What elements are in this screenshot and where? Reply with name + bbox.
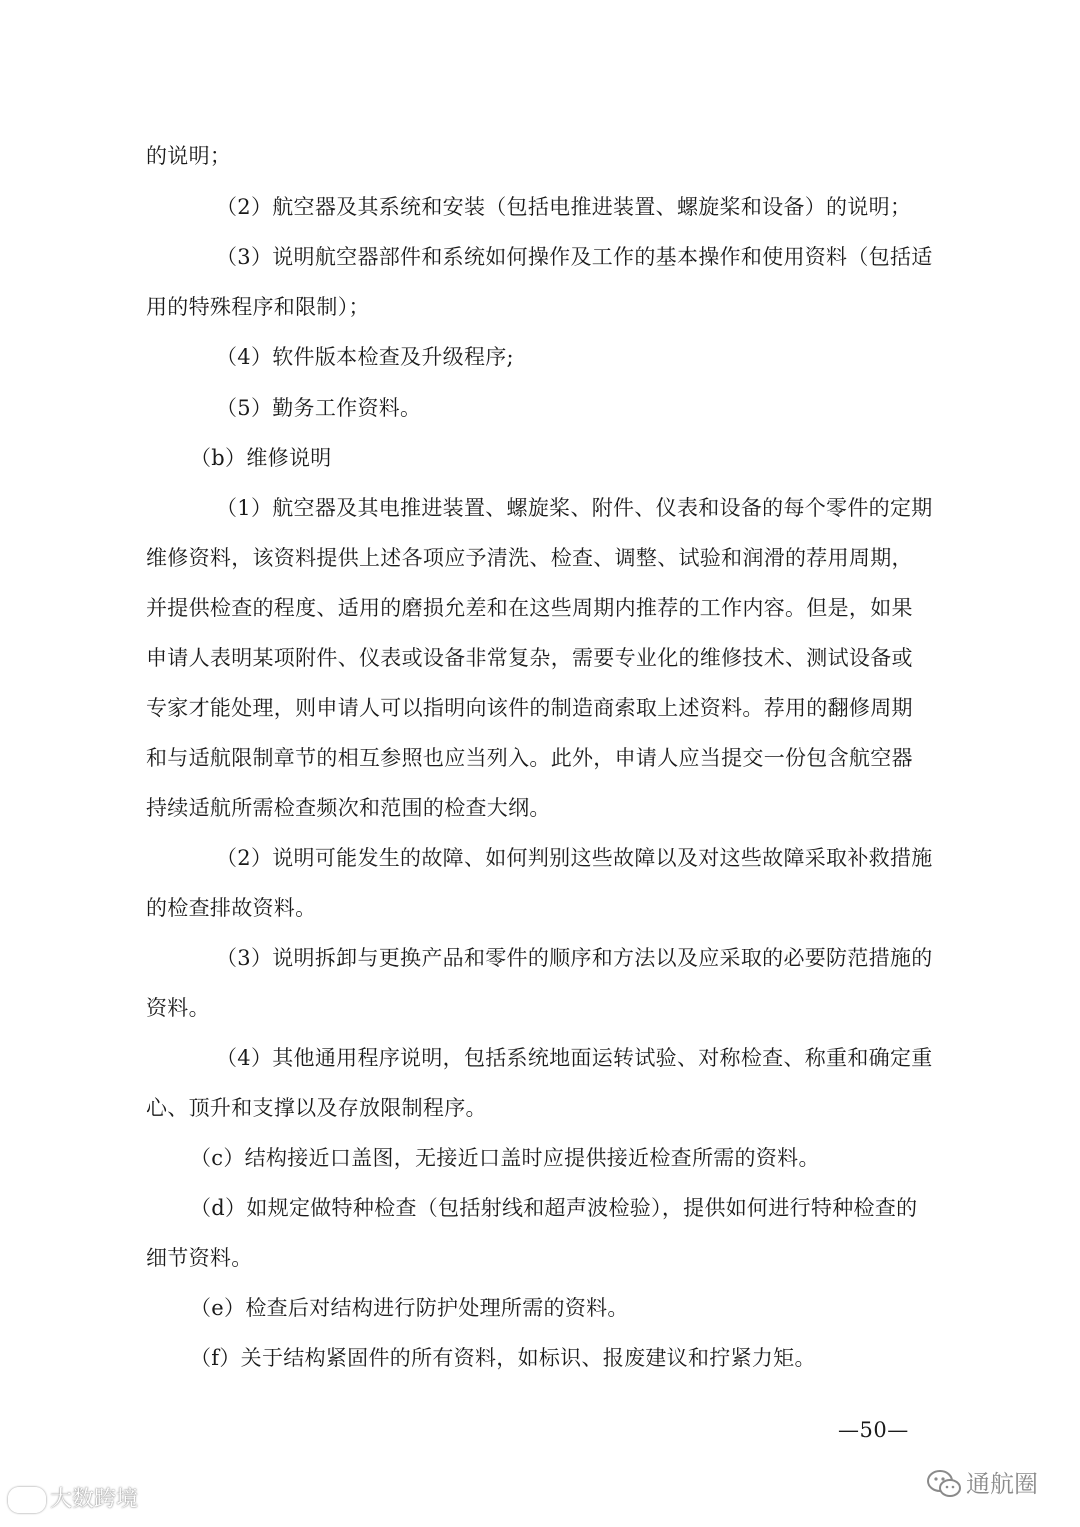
text-line: 用的特殊程序和限制）； xyxy=(146,295,370,319)
watermark-right-text: 通航圈 xyxy=(966,1470,1038,1498)
text-line: 维修资料，该资料提供上述各项应予清洗、检查、调整、试验和润滑的荐用周期， xyxy=(146,546,913,570)
page-number: —50— xyxy=(838,1418,909,1442)
section-heading: （b）维修说明 xyxy=(190,446,332,470)
text-line: 的说明； xyxy=(146,144,232,168)
text-line: （2）说明可能发生的故障、如何判别这些故障以及对这些故障采取补救措施 xyxy=(216,846,933,870)
text-line: 的检查排故资料。 xyxy=(146,896,317,920)
text-line: 并提供检查的程度、适用的磨损允差和在这些周期内推荐的工作内容。但是，如果 xyxy=(146,596,913,620)
text-line: （4）软件版本检查及升级程序; xyxy=(216,345,514,369)
text-line: （3）说明航空器部件和系统如何操作及工作的基本操作和使用资料（包括适 xyxy=(216,245,933,269)
watermark-left-text: 大数跨境 xyxy=(50,1487,139,1512)
watermark-logo-icon xyxy=(8,1487,46,1513)
text-line: （5）勤务工作资料。 xyxy=(216,396,422,420)
text-line: （1）航空器及其电推进装置、螺旋桨、附件、仪表和设备的每个零件的定期 xyxy=(216,496,933,520)
section-heading: （d）如规定做特种检查（包括射线和超声波检验），提供如何进行特种检查的 xyxy=(190,1196,918,1220)
text-line: 细节资料。 xyxy=(146,1246,253,1270)
text-line: 持续适航所需检查频次和范围的检查大纲。 xyxy=(146,796,551,820)
section-heading: （e）检查后对结构进行防护处理所需的资料。 xyxy=(190,1296,629,1320)
watermark-right xyxy=(926,1468,1038,1500)
text-line: 专家才能处理，则申请人可以指明向该件的制造商索取上述资料。荐用的翻修周期 xyxy=(146,696,913,720)
text-line: （2）航空器及其系统和安装（包括电推进装置、螺旋桨和设备）的说明； xyxy=(216,195,912,219)
text-line: 心、顶升和支撑以及存放限制程序。 xyxy=(146,1096,487,1120)
section-heading: （c）结构接近口盖图，无接近口盖时应提供接近检查所需的资料。 xyxy=(190,1146,820,1170)
section-heading: （f）关于结构紧固件的所有资料，如标识、报废建议和拧紧力矩。 xyxy=(190,1346,816,1370)
text-line: 申请人表明某项附件、仪表或设备非常复杂，需要专业化的维修技术、测试设备或 xyxy=(146,646,913,670)
text-line: 资料。 xyxy=(146,996,210,1020)
watermark-left xyxy=(8,1486,138,1514)
text-line: （3）说明拆卸与更换产品和零件的顺序和方法以及应采取的必要防范措施的 xyxy=(216,946,933,970)
text-line: （4）其他通用程序说明，包括系统地面运转试验、对称检查、称重和确定重 xyxy=(216,1046,933,1070)
text-line: 和与适航限制章节的相互参照也应当列入。此外，申请人应当提交一份包含航空器 xyxy=(146,746,913,770)
wechat-icon xyxy=(926,1469,962,1499)
